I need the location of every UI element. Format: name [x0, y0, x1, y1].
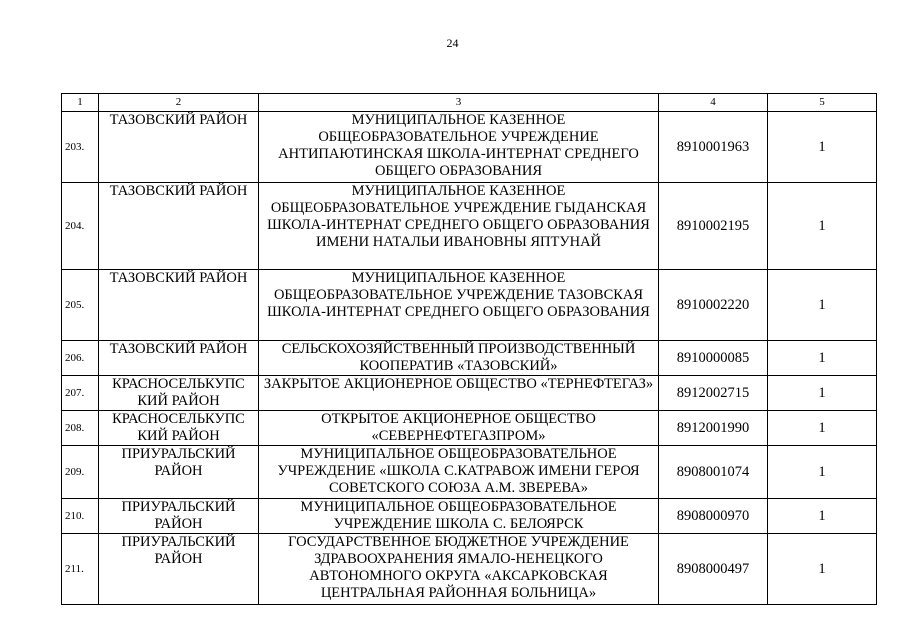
count-cell: 1 — [768, 376, 877, 411]
count-cell: 1 — [768, 411, 877, 446]
count-cell: 1 — [768, 183, 877, 270]
table-row — [62, 411, 877, 446]
district-cell: ТАЗОВСКИЙ РАЙОН — [99, 112, 259, 183]
organization-name-cell: ЗАКРЫТОЕ АКЦИОНЕРНОЕ ОБЩЕСТВО «ТЕРНЕФТЕГАЗ» — [259, 376, 659, 411]
organization-name-cell: ГОСУДАРСТВЕННОЕ БЮДЖЕТНОЕ УЧРЕЖДЕНИЕ ЗДРАВООХРАНЕНИЯ ЯМАЛО-НЕНЕЦКОГО АВТОНОМНОГО ОКРУГА «АКСАРКОВСКАЯ ЦЕНТРАЛЬНАЯ РАЙОННАЯ БОЛЬНИЦА» — [259, 534, 659, 605]
inn-cell: 8908000970 — [659, 499, 768, 534]
organization-name-cell: МУНИЦИПАЛЬНОЕ КАЗЕННОЕ ОБЩЕОБРАЗОВАТЕЛЬНОЕ УЧРЕЖДЕНИЕ ТАЗОВСКАЯ ШКОЛА-ИНТЕРНАТ СРЕДНЕГО ОБЩЕГО ОБРАЗОВАНИЯ — [259, 270, 659, 341]
district-cell: КРАСНОСЕЛЬКУПС КИЙ РАЙОН — [99, 376, 259, 411]
page-number: 24 — [446, 36, 459, 50]
header-row — [62, 94, 877, 112]
count-cell: 1 — [768, 270, 877, 341]
district-cell: ПРИУРАЛЬСКИЙ РАЙОН — [99, 446, 259, 499]
header-col-2: 2 — [99, 94, 259, 112]
count-cell: 1 — [768, 112, 877, 183]
table-row — [62, 499, 877, 534]
organization-name-cell: ОТКРЫТОЕ АКЦИОНЕРНОЕ ОБЩЕСТВО «СЕВЕРНЕФТЕГАЗПРОМ» — [259, 411, 659, 446]
district-cell: ТАЗОВСКИЙ РАЙОН — [99, 341, 259, 376]
row-number: 210. — [62, 499, 99, 534]
inn-cell: 8908001074 — [659, 446, 768, 499]
row-number: 203. — [62, 112, 99, 183]
header-col-3: 3 — [259, 94, 659, 112]
table-row — [62, 376, 877, 411]
count-cell: 1 — [768, 534, 877, 605]
table-row — [62, 446, 877, 499]
table-row — [62, 112, 877, 183]
organization-name-cell: МУНИЦИПАЛЬНОЕ КАЗЕННОЕ ОБЩЕОБРАЗОВАТЕЛЬНОЕ УЧРЕЖДЕНИЕ АНТИПАЮТИНСКАЯ ШКОЛА-ИНТЕРНАТ СРЕДНЕГО ОБЩЕГО ОБРАЗОВАНИЯ — [259, 112, 659, 183]
row-number: 209. — [62, 446, 99, 499]
row-number: 211. — [62, 534, 99, 605]
inn-cell: 8912002715 — [659, 376, 768, 411]
row-number: 206. — [62, 341, 99, 376]
organization-name-cell: СЕЛЬСКОХОЗЯЙСТВЕННЫЙ ПРОИЗВОДСТВЕННЫЙ КООПЕРАТИВ «ТАЗОВСКИЙ» — [259, 341, 659, 376]
organization-name-cell: МУНИЦИПАЛЬНОЕ КАЗЕННОЕ ОБЩЕОБРАЗОВАТЕЛЬНОЕ УЧРЕЖДЕНИЕ ГЫДАНСКАЯ ШКОЛА-ИНТЕРНАТ СРЕДНЕГО ОБЩЕГО ОБРАЗОВАНИЯ ИМЕНИ НАТАЛЬИ ИВАНОВНЫ ЯПТУНАЙ — [259, 183, 659, 270]
row-number: 207. — [62, 376, 99, 411]
header-col-1: 1 — [62, 94, 99, 112]
count-cell: 1 — [768, 499, 877, 534]
district-cell: КРАСНОСЕЛЬКУПС КИЙ РАЙОН — [99, 411, 259, 446]
inn-cell: 8910000085 — [659, 341, 768, 376]
inn-cell: 8910001963 — [659, 112, 768, 183]
inn-cell: 8912001990 — [659, 411, 768, 446]
inn-cell: 8910002220 — [659, 270, 768, 341]
district-cell: ТАЗОВСКИЙ РАЙОН — [99, 270, 259, 341]
district-cell: ПРИУРАЛЬСКИЙ РАЙОН — [99, 534, 259, 605]
header-col-4: 4 — [659, 94, 768, 112]
row-number: 208. — [62, 411, 99, 446]
inn-cell: 8908000497 — [659, 534, 768, 605]
table-row — [62, 270, 877, 341]
count-cell: 1 — [768, 446, 877, 499]
district-cell: ТАЗОВСКИЙ РАЙОН — [99, 183, 259, 270]
registry-table — [61, 93, 877, 605]
table-row — [62, 534, 877, 605]
row-number: 204. — [62, 183, 99, 270]
header-col-5: 5 — [768, 94, 877, 112]
inn-cell: 8910002195 — [659, 183, 768, 270]
organization-name-cell: МУНИЦИПАЛЬНОЕ ОБЩЕОБРАЗОВАТЕЛЬНОЕ УЧРЕЖДЕНИЕ ШКОЛА С. БЕЛОЯРСК — [259, 499, 659, 534]
count-cell: 1 — [768, 341, 877, 376]
organization-name-cell: МУНИЦИПАЛЬНОЕ ОБЩЕОБРАЗОВАТЕЛЬНОЕ УЧРЕЖДЕНИЕ «ШКОЛА С.КАТРАВОЖ ИМЕНИ ГЕРОЯ СОВЕТСКОГО СОЮЗА А.М. ЗВЕРЕВА» — [259, 446, 659, 499]
row-number: 205. — [62, 270, 99, 341]
table-row — [62, 183, 877, 270]
district-cell: ПРИУРАЛЬСКИЙ РАЙОН — [99, 499, 259, 534]
table-row — [62, 341, 877, 376]
